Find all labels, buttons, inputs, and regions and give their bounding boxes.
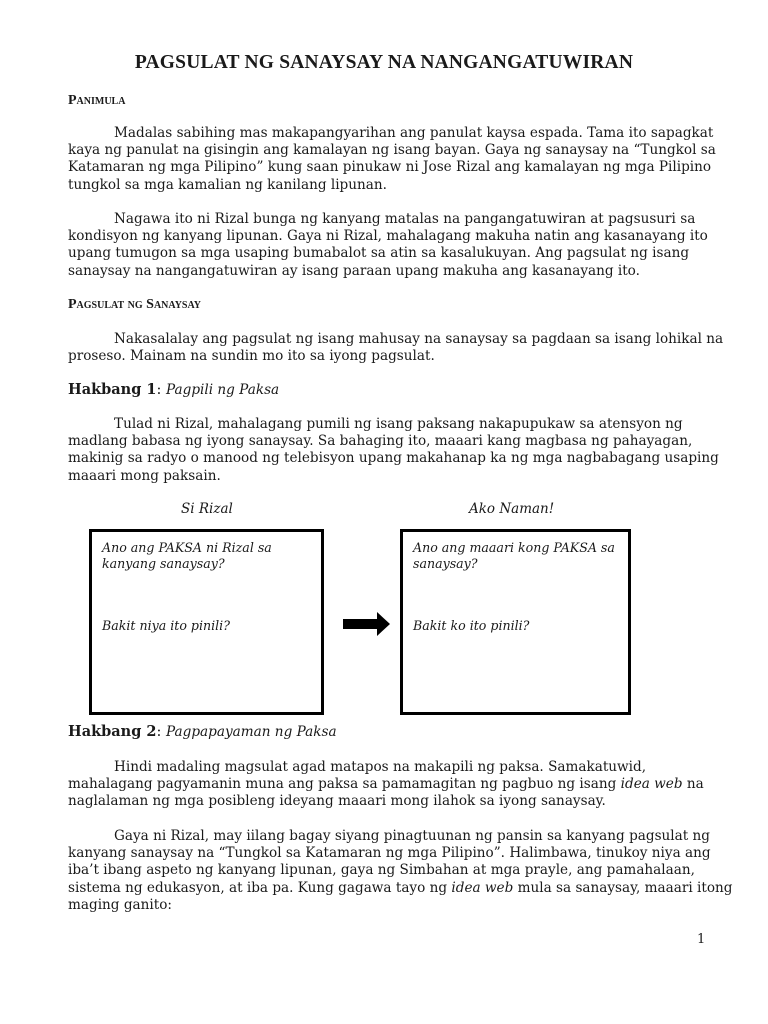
text-line: tungkol sa mga kamalian ng kanilang lipunan. [68,176,387,193]
text-line: kanyang sanaysay? [102,555,225,571]
text-line: sanaysay? [413,555,478,571]
paragraph-intro-1 [68,125,716,194]
text-line: madlang babasa ng iyong sanaysay. Sa bahaging ito, maaari kang magbasa ng pahayagan, [68,433,693,450]
text-line: Gaya ni Rizal, may iilang bagay siyang pinagtuunan ng pansin sa kanyang pagsulat ng [114,828,711,844]
paragraph-step-2b [68,828,733,914]
step-2-name: Pagpapayaman ng Paksa [166,724,337,740]
step-1-name: Pagpili ng Paksa [166,382,280,398]
page-title: PAGSULAT NG SANAYSAY NA NANGANGATUWIRAN [134,52,634,73]
text-line [68,879,733,897]
text-line: Tulad ni Rizal, mahalagang pumili ng isang paksang nakapupukaw sa atensyon ng [114,416,683,432]
section-heading-pagsulat: Pagsulat ng Sanaysay [68,297,201,312]
step-1-label: Hakbang 1 [68,381,157,398]
text-segment: sistema ng edukasyon, at iba pa. Kung gagawa tayo ng [68,879,452,896]
my-reason-question: Bakit ko ito pinili? [413,618,530,633]
step-2-label: Hakbang 2 [68,723,157,740]
text-line: kaya ng panulat na gisingin ang kamalayan ng isang bayan. Gaya ng sanaysay na “Tungkol sa [68,142,716,159]
text-line: Nagawa ito ni Rizal bunga ng kanyang matalas na pangangatuwiran at pagsusuri sa [114,211,696,227]
my-topic-box [400,529,631,715]
text-line: naglalaman ng mga posibleng ideyang maaari mong ilahok sa iyong sanaysay. [68,793,606,810]
my-topic-question [413,540,615,571]
section-heading-panimula: Panimula [68,93,126,108]
text-line: maging ganito: [68,896,172,913]
text-line: Ano ang PAKSA ni Rizal sa [102,540,272,555]
paragraph-step-1 [68,416,719,485]
text-line: Ano ang maaari kong PAKSA sa [413,540,615,555]
paragraph-pagsulat [68,331,724,365]
text-line: maaari mong paksain. [68,467,221,484]
page-number: 1 [697,932,706,947]
text-line: sanaysay na nangangatuwiran ay isang paraan upang makuha ang kasanayang ito. [68,262,640,279]
idea-web-term: idea web [451,879,514,896]
step-1-heading: Hakbang 1: Pagpili ng Paksa [68,381,280,398]
text-line: Nakasalalay ang pagsulat ng isang mahusay na sanaysay sa pagdaan sa isang lohikal na [114,331,724,347]
text-line: Katamaran ng mga Pilipino” kung saan pinukaw ni Jose Rizal ang kamalayan ng mga Pilipino [68,159,712,176]
text-segment: mula sa sanaysay, maaari itong [513,879,733,896]
text-line: Madalas sabihing mas makapangyarihan ang panulat kaysa espada. Tama ito sapagkat [114,125,714,141]
text-line: Hindi madaling magsulat agad matapos na makapili ng paksa. Samakatuwid, [114,759,647,775]
text-line [68,776,704,793]
text-segment: na [682,776,704,793]
text-line: makinig sa radyo o manood ng telebisyon upang makahanap ka ng mga nagbabagang usaping [68,450,719,467]
text-line: kanyang sanaysay na “Tungkol sa Katamaran ng mga Pilipino”. Halimbawa, tinukoy niya ang [68,845,711,862]
rizal-topic-box [89,529,324,715]
arrow-right-icon [343,610,391,638]
text-line: kondisyon ng kanyang lipunan. Gaya ni Rizal, mahalagang makuha natin ang kasanayang ito [68,228,708,245]
idea-web-term: idea web [620,776,683,793]
rizal-reason-question: Bakit niya ito pinili? [102,618,230,633]
step-2-heading: Hakbang 2: Pagpapayaman ng Paksa [68,723,337,740]
text-line: proseso. Mainam na sundin mo ito sa iyong pagsulat. [68,348,435,365]
label-ako-naman: Ako Naman! [469,501,555,517]
paragraph-step-2a [68,759,704,811]
text-line: iba’t ibang aspeto ng kanyang lipunan, gaya ng Simbahan at mga prayle, ang pamahalaan, [68,862,695,879]
label-si-rizal: Si Rizal [181,501,233,517]
rizal-topic-question [102,540,272,571]
text-segment: mahalagang pagyamanin muna ang paksa sa pamamagitan ng pagbuo ng isang [68,776,621,793]
paragraph-intro-2 [68,211,708,280]
text-line: upang tumugon sa mga usaping bumabalot sa atin sa kasalukuyan. Ang pagsulat ng isang [68,245,690,262]
